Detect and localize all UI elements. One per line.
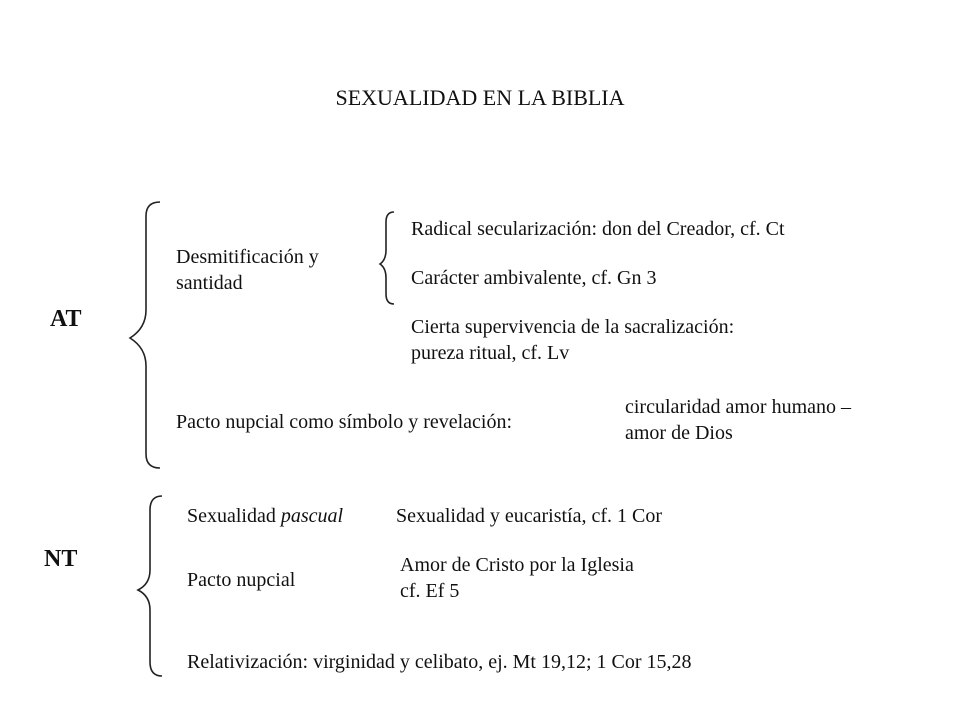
cierta-line1: Cierta supervivencia de la sacralización: xyxy=(411,316,735,338)
relativizacion-text: Relativización: virginidad y celibato, ej. Mt 19,12; 1 Cor 15,28 xyxy=(187,651,692,673)
cierta-line2: pureza ritual, cf. Lv xyxy=(411,342,570,364)
caracter-text: Carácter ambivalente, cf. Gn 3 xyxy=(411,267,657,289)
eucaristia-text: Sexualidad y eucaristía, cf. 1 Cor xyxy=(396,505,663,527)
circularidad-line2: amor de Dios xyxy=(625,422,733,444)
at-label: AT xyxy=(50,306,82,332)
radical-text: Radical secularización: don del Creador, cf. Ct xyxy=(411,218,785,240)
circularidad-line1: circularidad amor humano – xyxy=(625,396,852,418)
amor-line1: Amor de Cristo por la Iglesia xyxy=(400,554,634,576)
desmitificacion-brace xyxy=(380,212,394,304)
amor-line2: cf. Ef 5 xyxy=(400,580,460,602)
pacto-at-text: Pacto nupcial como símbolo y revelación: xyxy=(176,411,513,433)
sexualidad-emphasis: pascual xyxy=(280,505,344,527)
desmitificacion-line1: Desmitificación y xyxy=(176,246,319,268)
pacto-nt-text: Pacto nupcial xyxy=(187,569,296,591)
sexualidad-prefix: Sexualidad xyxy=(187,505,281,527)
page-title: SEXUALIDAD EN LA BIBLIA xyxy=(335,85,625,110)
nt-label: NT xyxy=(44,546,78,572)
desmitificacion-line2: santidad xyxy=(176,272,243,294)
nt-brace xyxy=(138,496,162,676)
sexualidad-pascual xyxy=(187,503,343,529)
at-brace xyxy=(130,202,160,468)
